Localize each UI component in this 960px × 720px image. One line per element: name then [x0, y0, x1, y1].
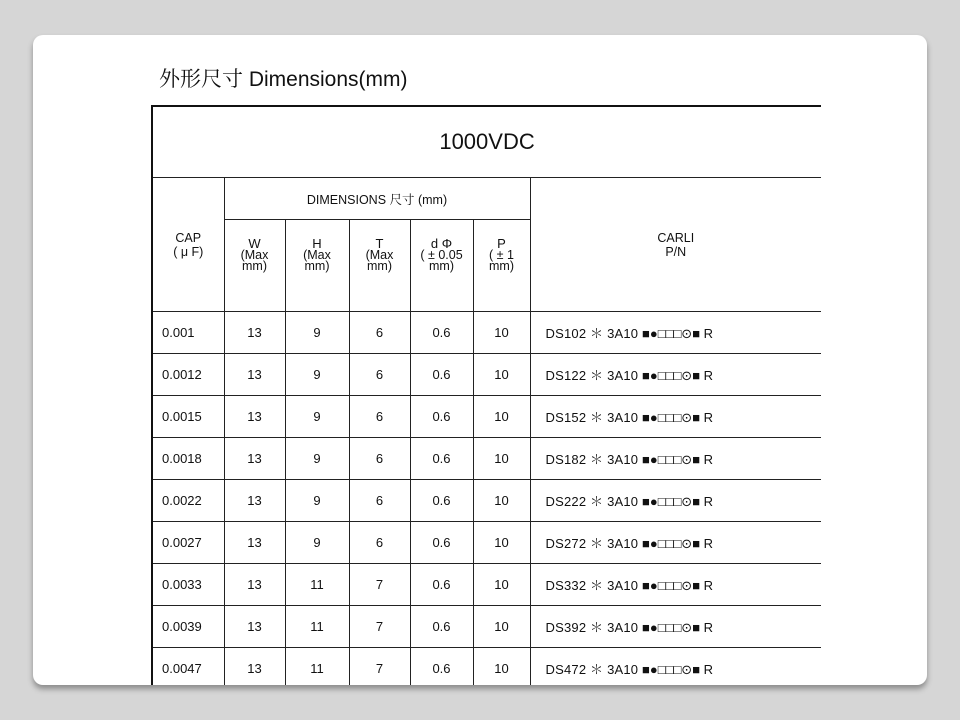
- p-value: 10: [473, 438, 530, 480]
- part-number-value: [530, 312, 821, 354]
- part-number-suffix: ■●□□□⊙■ R: [642, 410, 714, 425]
- d-value: 0.6: [410, 438, 473, 480]
- part-number-value: [530, 606, 821, 648]
- dimensions-table: [151, 105, 821, 685]
- t-value: 6: [349, 480, 410, 522]
- w-label: W: [248, 236, 261, 251]
- t-value: 7: [349, 606, 410, 648]
- w-value: 13: [224, 354, 285, 396]
- h-value: 9: [285, 438, 349, 480]
- t-value: 6: [349, 312, 410, 354]
- t-sub: (Max mm): [365, 248, 394, 273]
- dimensions-table-wrap: [151, 105, 821, 685]
- w-value: 13: [224, 564, 285, 606]
- cap-value: 0.0022: [152, 480, 224, 522]
- cap-label: CAP: [175, 230, 202, 245]
- table-row: [152, 480, 821, 522]
- h-value: 9: [285, 312, 349, 354]
- p-sub: ( ± 1 mm): [489, 248, 514, 273]
- table-row: [152, 396, 821, 438]
- table-row: [152, 354, 821, 396]
- part-number-value: [530, 396, 821, 438]
- part-number-suffix: ■●□□□⊙■ R: [642, 326, 714, 341]
- part-number-suffix: ■●□□□⊙■ R: [642, 536, 714, 551]
- table-row: [152, 564, 821, 606]
- part-number-value: [530, 522, 821, 564]
- t-value: 6: [349, 438, 410, 480]
- h-value: 9: [285, 396, 349, 438]
- cap-value: 0.0027: [152, 522, 224, 564]
- pn-label: CARLI: [657, 230, 695, 245]
- t-value: 7: [349, 564, 410, 606]
- part-number-base: DS222 ＊ 3A10: [545, 494, 639, 509]
- part-number-suffix: ■●□□□⊙■ R: [642, 578, 714, 593]
- cap-unit: ( μ F): [173, 244, 204, 259]
- h-value: 9: [285, 480, 349, 522]
- part-number-suffix: ■●□□□⊙■ R: [642, 662, 714, 677]
- table-row: [152, 522, 821, 564]
- part-number-value: [530, 480, 821, 522]
- cap-value: 0.0018: [152, 438, 224, 480]
- p-value: 10: [473, 606, 530, 648]
- w-value: 13: [224, 606, 285, 648]
- cap-value: 0.0033: [152, 564, 224, 606]
- p-value: 10: [473, 648, 530, 686]
- table-row: [152, 648, 821, 686]
- table-row: [152, 312, 821, 354]
- p-value: 10: [473, 396, 530, 438]
- part-number-base: DS272 ＊ 3A10: [545, 536, 639, 551]
- w-value: 13: [224, 480, 285, 522]
- d-value: 0.6: [410, 354, 473, 396]
- h-value: 11: [285, 564, 349, 606]
- table-row: [152, 606, 821, 648]
- d-sub: ( ± 0.05 mm): [420, 248, 463, 273]
- p-value: 10: [473, 480, 530, 522]
- part-number-suffix: ■●□□□⊙■ R: [642, 368, 714, 383]
- t-value: 6: [349, 522, 410, 564]
- h-value: 11: [285, 648, 349, 686]
- p-value: 10: [473, 564, 530, 606]
- part-number-suffix: ■●□□□⊙■ R: [642, 620, 714, 635]
- w-sub: (Max mm): [240, 248, 269, 273]
- cap-header: [152, 178, 224, 312]
- h-value: 11: [285, 606, 349, 648]
- d-value: 0.6: [410, 648, 473, 686]
- p-value: 10: [473, 312, 530, 354]
- t-value: 7: [349, 648, 410, 686]
- part-number-value: [530, 648, 821, 686]
- part-number-base: DS102 ＊ 3A10: [545, 326, 639, 341]
- t-value: 6: [349, 396, 410, 438]
- part-number-base: DS392 ＊ 3A10: [545, 620, 639, 635]
- d-value: 0.6: [410, 564, 473, 606]
- p-label: P: [497, 236, 506, 251]
- h-value: 9: [285, 522, 349, 564]
- h-value: 9: [285, 354, 349, 396]
- h-header: [285, 220, 349, 312]
- part-number-base: DS472 ＊ 3A10: [545, 662, 639, 677]
- voltage-header: 1000VDC: [152, 106, 821, 178]
- t-value: 6: [349, 354, 410, 396]
- t-label: T: [375, 236, 384, 251]
- part-number-suffix: ■●□□□⊙■ R: [642, 452, 714, 467]
- t-header: [349, 220, 410, 312]
- w-value: 13: [224, 396, 285, 438]
- w-value: 13: [224, 522, 285, 564]
- part-number-suffix: ■●□□□⊙■ R: [642, 494, 714, 509]
- p-value: 10: [473, 354, 530, 396]
- cap-value: 0.0015: [152, 396, 224, 438]
- cap-value: 0.0047: [152, 648, 224, 686]
- part-number-value: [530, 438, 821, 480]
- h-sub: (Max mm): [303, 248, 331, 273]
- w-value: 13: [224, 438, 285, 480]
- d-label: d Φ: [430, 236, 453, 251]
- part-number-value: [530, 354, 821, 396]
- w-value: 13: [224, 648, 285, 686]
- slide: [33, 35, 927, 685]
- p-header: [473, 220, 530, 312]
- part-number-base: DS122 ＊ 3A10: [545, 368, 639, 383]
- part-number-header: [530, 178, 821, 312]
- d-value: 0.6: [410, 606, 473, 648]
- table-row: [152, 438, 821, 480]
- part-number-base: DS152 ＊ 3A10: [545, 410, 639, 425]
- part-number-value: [530, 564, 821, 606]
- p-value: 10: [473, 522, 530, 564]
- cap-value: 0.0039: [152, 606, 224, 648]
- d-value: 0.6: [410, 480, 473, 522]
- part-number-base: DS332 ＊ 3A10: [545, 578, 639, 593]
- part-number-base: DS182 ＊ 3A10: [545, 452, 639, 467]
- dimensions-header: DIMENSIONS 尺寸 (mm): [224, 178, 530, 220]
- d-header: [410, 220, 473, 312]
- cap-value: 0.001: [152, 312, 224, 354]
- d-value: 0.6: [410, 312, 473, 354]
- d-value: 0.6: [410, 522, 473, 564]
- w-header: [224, 220, 285, 312]
- d-value: 0.6: [410, 396, 473, 438]
- cap-value: 0.0012: [152, 354, 224, 396]
- h-label: H: [312, 236, 322, 251]
- pn-sub-label: P/N: [665, 244, 687, 259]
- w-value: 13: [224, 312, 285, 354]
- page-title: 外形尺寸 Dimensions(mm): [159, 68, 408, 91]
